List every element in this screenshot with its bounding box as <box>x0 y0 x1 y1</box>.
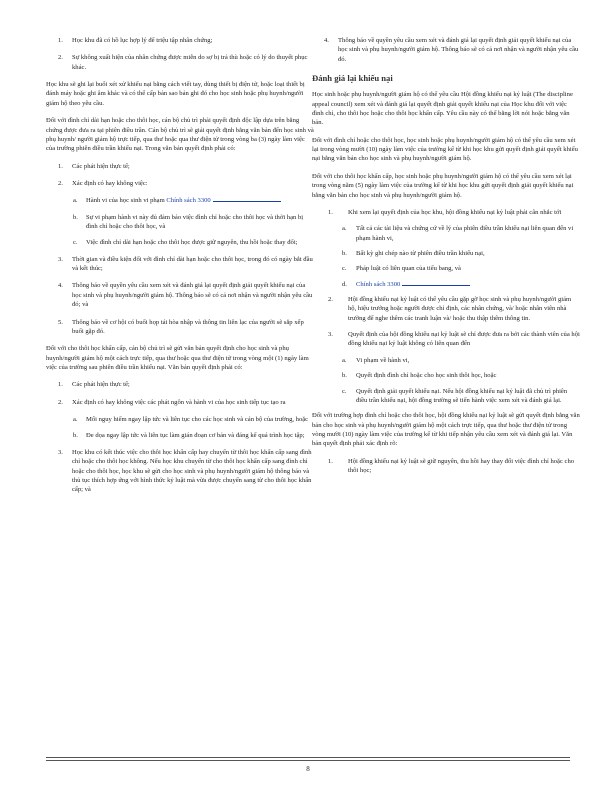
paragraph-appeal-request: Học sinh hoặc phụ huynh/người giám hộ có thể yêu cầu Hội đồng khiếu nại kỷ luật (The discipline appeal council) xem xét và đánh giá lại quyết định giải quyết khiếu nại của Học khu đối với việc đình chỉ, cho thôi học hoặc cho thôi học khẩn cấp. Yêu cầu này có thể bằng lời nói hoặc bằng văn bản. <box>312 91 573 127</box>
list-text: Thời gian và điều kiện đối với đình chỉ dài hạn hoặc cho thôi học, trong đó có ngày bắt đầu và kết thúc; <box>72 255 313 273</box>
list-marker: b. <box>342 372 347 380</box>
sub-list-item <box>46 431 314 440</box>
link-underline <box>402 285 470 286</box>
list-text: Học khu có kết thúc việc cho thôi học khẩn cấp hay chuyển từ thôi học khẩn cấp sang đình chỉ hoặc cho thôi học không. Nếu học khu chuyển từ cho thôi học khẩn cấp sang đình chỉ hoặc cho thôi học, học khu sẽ gửi cho học sinh và phụ huynh/người giám hộ thông báo và thủ tục thích hợp ứng với hình thức kỷ luật mà vừa được chuyển sang từ cho thôi học khẩn cấp; và <box>72 448 312 494</box>
list-text: Hành vi của học sinh vi phạm <box>86 197 165 205</box>
list-text: Xác định có hay không việc các phát ngôn và hành vi của học sinh tiếp tục tạo ra <box>72 398 286 406</box>
paragraph-appeal-deadline: Đối với đình chỉ hoặc cho thôi học, học sinh hoặc phụ huynh/người giám hộ có thể yêu cầu xem xét lại trong vòng mười (10) ngày làm việc của trường kể từ khi học khu gửi quyết định giải quyết khiếu nại bằng văn bản cho học sinh và phụ huynh/người giám hộ. <box>312 136 578 163</box>
intro-list <box>46 36 314 72</box>
paragraph-long-term-decision: Đối với đình chỉ dài hạn hoặc cho thôi học, cán bộ chủ trì phải quyết định độc lập dựa trên bằng chứng được đưa ra tại phiên điều trần. Cán bộ chủ trì sẽ giải quyết định bằng văn bản đến học sinh và phụ huynh/ người giám hộ trực tiếp, qua thư hoặc qua thư điện tử trong vòng ba (3) ngày làm việc của trường phiên điều trần khiếu nại. Trong văn bản quyết định phải có: <box>46 117 314 153</box>
list-item <box>46 179 314 188</box>
list-text: Sự vi phạm hành vi này đủ đảm bảo việc đình chỉ hoặc cho thôi học và thời hạn bị đình chỉ hoặc cho thôi học, và <box>86 213 304 231</box>
list-text: Khi xem lại quyết định của học khu, hội đồng khiếu nại kỷ luật phải cân nhắc tới <box>348 208 562 216</box>
sub-list-item <box>312 280 580 289</box>
list-item <box>46 162 314 171</box>
list-item <box>312 330 580 349</box>
section-heading: Đánh giá lại khiếu nại <box>312 73 393 84</box>
page-number: 8 <box>306 765 310 773</box>
list-text: Bất kỳ ghi chép nào từ phiên điều trần khiếu nại, <box>356 249 485 257</box>
paragraph-appeal-decision: Đối với trường hợp đình chỉ hoặc cho thôi học, hội đồng khiếu nại kỷ luật sẽ gửi quyết định bằng văn bản cho học sinh và phụ huynh/người giám hộ một cách trực tiếp, qua thư hoặc thư điện tử trong vòng mười (10) ngày làm việc của trường kể từ khi tiếp nhận yêu cầu xem xét và đánh giá lại. Văn bản quyết định phải xác định rõ: <box>312 412 580 448</box>
list-marker: 1. <box>328 457 333 465</box>
sub-list-item <box>46 213 314 232</box>
list-text: Tất cả các tài liệu và chứng cứ về lý của phiên điều trần khiếu nại liên quan đến vi phạm hành vi, <box>356 225 574 242</box>
left-column <box>46 36 314 503</box>
list-marker: 2. <box>58 398 63 406</box>
list-text: Các phát hiện thực tế; <box>72 162 130 170</box>
list-marker: 1. <box>328 208 333 216</box>
list-marker: d. <box>342 280 347 288</box>
sub-list-item <box>312 371 580 380</box>
list-text: Pháp luật có liên quan của tiểu bang, và <box>356 265 461 273</box>
list-text: Quyết định của hội đồng khiếu nại kỷ luật sẽ chỉ được đưa ra bởi các thành viên của hội đồng khiếu nại kỷ luật không có liên quan đến <box>348 331 580 348</box>
list-marker: 1. <box>58 381 63 389</box>
list-text: Quyết định đình chỉ hoặc cho học sinh thôi học, hoặc <box>356 372 497 380</box>
sub-list-item <box>312 264 580 273</box>
list-item <box>46 281 314 309</box>
list-marker: 4. <box>324 37 329 44</box>
list-marker: 1. <box>58 37 63 44</box>
list-marker: 5. <box>58 318 63 326</box>
list-text: Thông báo về quyền yêu cầu xem xét và đánh giá lại quyết định giải quyết khiếu nại của học sinh và phụ huynh/người giám hộ. Thông báo sẽ có cả nơi nhận và người nhận yêu cầu đó. <box>338 37 579 63</box>
list-marker: 2. <box>58 54 63 62</box>
paragraph-emergency-appeal: Đối với cho thôi học khẩn cấp, học sinh hoặc phụ huynh/người giám hộ có thể yêu cầu xem xét lại trong vòng năm (5) ngày làm việc của trường kể từ khi học khu gửi quyết định giải quyết khiếu nại bằng văn bản cho học sinh và phụ huynh/người giám hộ. <box>312 172 574 199</box>
list-text: Quyết định giải quyết khiếu nại. Nếu hội đồng khiếu nại kỷ luật đã chủ trì phiên điều trần khiếu nại, hội đồng trường sẽ tiến hành việc xem xét và đánh giá lại. <box>356 387 568 404</box>
list-marker: 2. <box>328 296 333 304</box>
sub-list-item <box>312 249 580 258</box>
list-item <box>46 398 314 407</box>
footer-rule <box>46 757 570 763</box>
policy-3300-link[interactable]: Chính sách 3300 <box>166 197 211 205</box>
list-text: Sự không xuất hiện của nhân chứng được miễn do sợ bị trả thù hoặc có lý do thuyết phục khác. <box>72 54 308 71</box>
list-marker: c. <box>73 239 78 247</box>
list-item <box>312 36 580 64</box>
list-marker: a. <box>342 225 347 233</box>
sub-list-item <box>312 224 580 243</box>
list-item <box>312 295 580 323</box>
link-underline <box>213 201 281 202</box>
list-item <box>312 208 580 217</box>
sub-list-item <box>46 415 314 424</box>
list-marker: c. <box>342 387 347 395</box>
sub-list-item <box>312 356 580 365</box>
list-item <box>46 53 314 72</box>
list-text: Đe dọa ngay lập tức và liên tục làm gián đoạn cơ bản và đáng kể quá trình học tập; <box>86 432 305 440</box>
list-item <box>312 457 580 476</box>
paragraph-emergency-expulsion: Đối với cho thôi học khẩn cấp, cán bộ chủ trì sẽ gửi văn bản quyết định cho học sinh và phụ huynh/người giám hộ một cách trực tiếp, qua thư hoặc qua thư điện tử trong vòng một (1) ngày làm việc của trường sau phiên điều trần khiếu nại. Văn bản quyết định phải có: <box>46 345 309 371</box>
list-text: Các phát hiện thực tế; <box>72 381 130 389</box>
list-marker: b. <box>342 249 347 257</box>
list-marker: a. <box>73 197 78 205</box>
list-marker: a. <box>73 416 78 424</box>
list-text: Thông báo về cơ hội có buổi họp tái hòa nhập và thông tin liên lạc của người sẽ sắp xếp buổi gặp đó. <box>72 318 304 335</box>
list-text: Mối nguy hiểm ngay lập tức và liên tục cho các học sinh và cán bộ của trường, hoặc <box>86 416 309 424</box>
list-marker: 3. <box>328 331 333 339</box>
sub-list-item <box>46 238 314 247</box>
list-text: Vi phạm về hành vi, <box>356 356 410 364</box>
list-item <box>46 318 314 337</box>
list-item <box>46 255 314 274</box>
list-item <box>46 380 314 389</box>
list-marker: c. <box>342 265 347 273</box>
list-item <box>46 36 314 45</box>
list-text: Hội đồng khiếu nại kỷ luật có thể yêu cầu gặp gỡ học sinh và phụ huynh/người giám hộ, hiệu trưởng hoặc người được chỉ định, các nhân chứng, và/ hoặc nhân viên nhà trường để nghe thêm các tranh luận và/ hoặc thu thập thêm thông tin. <box>348 296 572 322</box>
list-marker: 2. <box>58 179 63 187</box>
list-marker: b. <box>73 432 78 440</box>
list-text: Hội đồng khiếu nại kỷ luật sẽ giữ nguyên, thu hồi hay thay đổi việc đình chỉ hoặc cho thôi học; <box>348 457 575 475</box>
list-text: Học khu đã có hồ lục hợp lý để triệu tập nhân chứng; <box>72 37 213 44</box>
list-item <box>46 448 314 495</box>
list-marker: 1. <box>58 162 63 170</box>
paragraph-recording: Học khu sẽ ghi lại buổi xét xử khiếu nại bằng cách viết tay, dùng thiết bị điện tử, hoặc loại thiết bị đánh máy hoặc ghi âm khác và có thể cấp bản sao bản ghi đó cho học sinh hoặc phụ huynh/người giám hộ theo yêu cầu. <box>46 81 305 107</box>
list-text: Thông báo về quyền yêu cầu xem xét và đánh giá lại quyết định giải quyết khiếu nại của học sinh và phụ huynh/người giám hộ. Thông báo sẽ có cả nơi nhận và người nhận yêu cầu đó; và <box>72 282 313 309</box>
list-text: Xác định có hay không việc: <box>72 179 148 187</box>
sub-list-item <box>312 387 580 406</box>
list-marker: 3. <box>58 255 63 263</box>
list-marker: a. <box>342 356 347 364</box>
sub-list-item <box>46 196 314 205</box>
list-marker: b. <box>73 213 78 221</box>
list-text: Việc đình chỉ dài hạn hoặc cho thôi học được giữ nguyên, thu hồi hoặc thay đổi; <box>86 239 298 247</box>
policy-3300-link[interactable]: Chính sách 3300 <box>356 280 401 288</box>
list-marker: 4. <box>58 282 63 290</box>
list-marker: 3. <box>58 448 63 456</box>
right-column <box>312 36 580 482</box>
